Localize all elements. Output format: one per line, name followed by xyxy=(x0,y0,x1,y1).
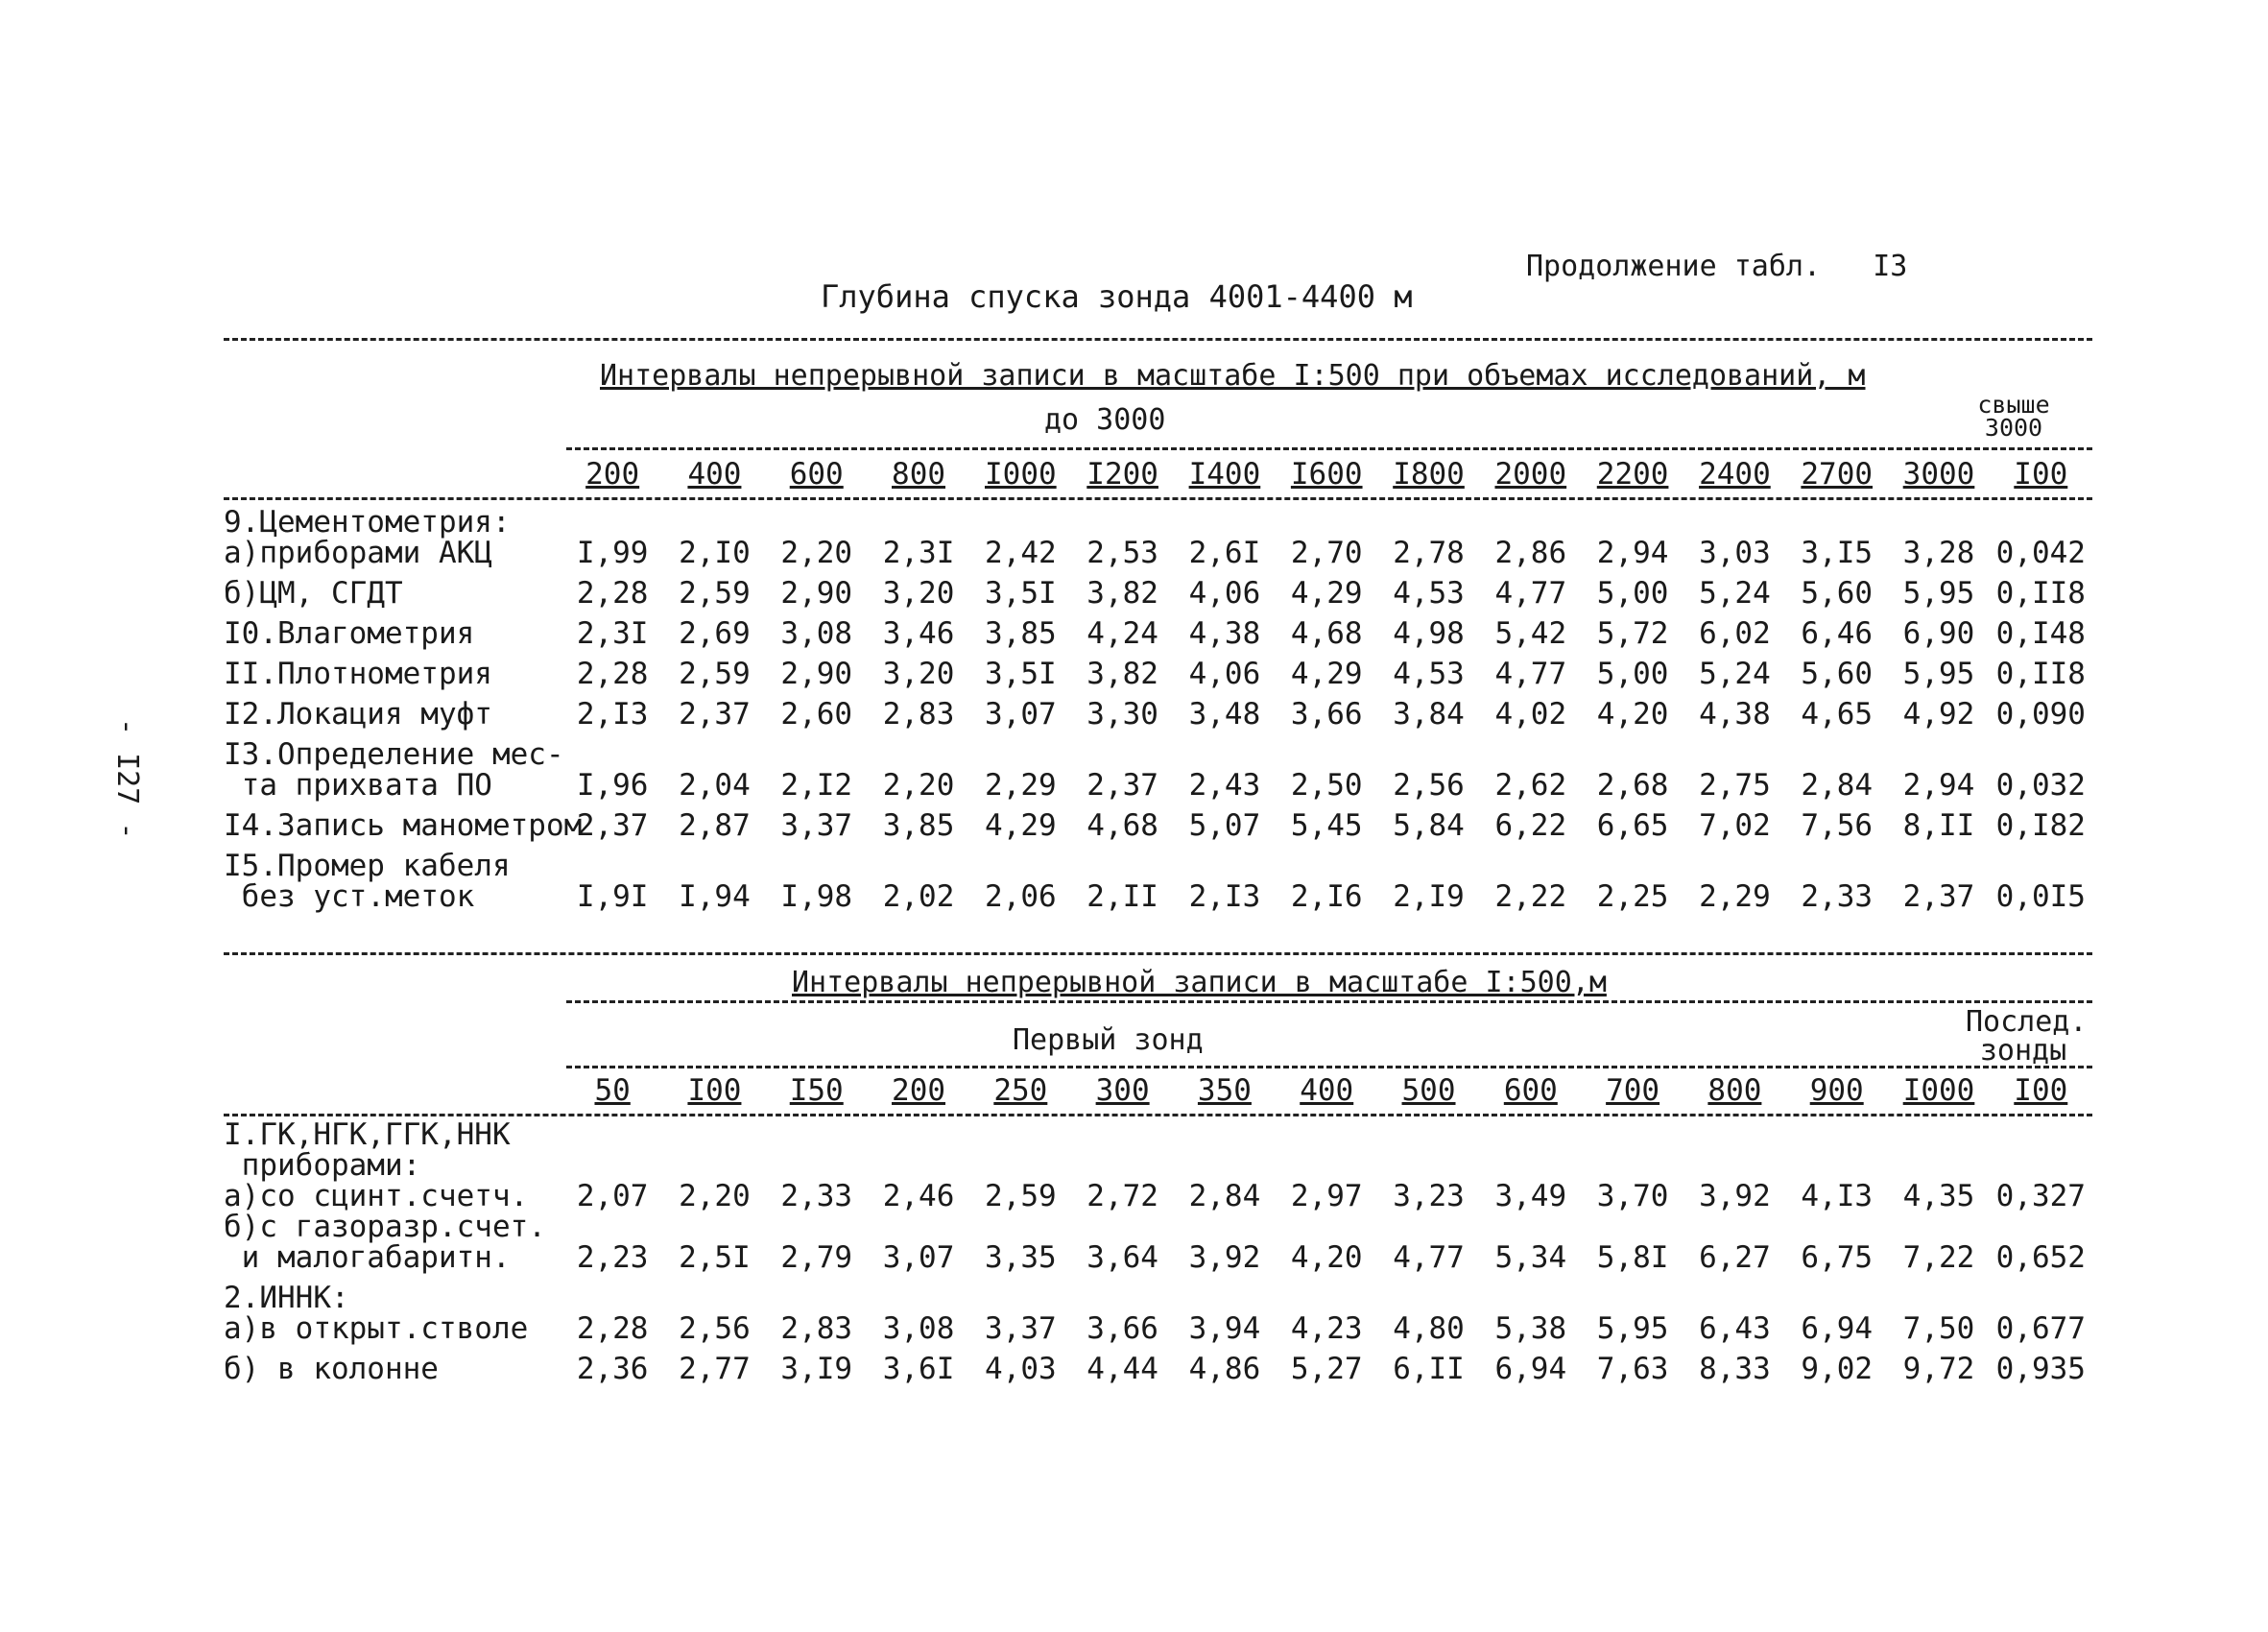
table-cell: 5,95 xyxy=(1596,1311,1669,1346)
table-cell: 3,70 xyxy=(1596,1179,1669,1213)
table-cell: 2,I3 xyxy=(1188,879,1261,914)
table-cell: 0,I48 xyxy=(1995,616,2086,651)
table-cell: 3,07 xyxy=(882,1240,955,1275)
table-cell: 4,06 xyxy=(1188,657,1261,691)
table-cell: 2,02 xyxy=(882,879,955,914)
table-cell: 3,82 xyxy=(1086,657,1158,691)
table-cell: I,99 xyxy=(576,536,649,570)
column-header: I600 xyxy=(1290,457,1363,492)
table-cell: 4,02 xyxy=(1494,697,1567,732)
column-header: 600 xyxy=(789,457,844,492)
row-label-line: а)приборами АКЦ xyxy=(224,536,492,570)
table-cell: 2,28 xyxy=(576,1311,649,1346)
column-header: I00 xyxy=(687,1073,742,1108)
row-label-line: I0.Влагометрия xyxy=(224,616,475,651)
table-cell: 8,33 xyxy=(1699,1352,1771,1386)
table-cell: 5,24 xyxy=(1699,576,1771,611)
table-cell: 5,8I xyxy=(1596,1240,1669,1275)
table-cell: 4,38 xyxy=(1699,697,1771,732)
column-header: 350 xyxy=(1197,1073,1252,1108)
column-header: 400 xyxy=(1300,1073,1354,1108)
table-cell: 2,28 xyxy=(576,576,649,611)
table-cell: 5,07 xyxy=(1188,808,1261,843)
table-cell: 2,87 xyxy=(679,808,751,843)
table-cell: 2,29 xyxy=(985,768,1057,803)
table-cell: 4,68 xyxy=(1290,616,1363,651)
column-header: 600 xyxy=(1503,1073,1558,1108)
table-cell: 2,94 xyxy=(1596,536,1669,570)
row-label xyxy=(224,609,561,649)
table-cell: 8,II xyxy=(1902,808,1975,843)
section2-column-headers xyxy=(561,1075,2092,1106)
row-label xyxy=(224,1119,561,1212)
table-cell: 6,65 xyxy=(1596,808,1669,843)
table-cell: 2,20 xyxy=(679,1179,751,1213)
table-cell: 6,43 xyxy=(1699,1311,1771,1346)
row-label-line: II.Плотнометрия xyxy=(224,657,492,691)
column-header: I800 xyxy=(1393,457,1465,492)
row-label xyxy=(224,1344,561,1384)
table-cell: 2,37 xyxy=(576,808,649,843)
table-cell: 2,I6 xyxy=(1290,879,1363,914)
table-cell: 2,56 xyxy=(679,1311,751,1346)
table-cell: 5,84 xyxy=(1393,808,1465,843)
table-cell: 2,94 xyxy=(1902,768,1975,803)
table-cell: 2,84 xyxy=(1801,768,1874,803)
table-cell: 2,59 xyxy=(679,657,751,691)
table-cell: 3,64 xyxy=(1086,1240,1158,1275)
table-cell: 5,95 xyxy=(1902,657,1975,691)
column-header: 2200 xyxy=(1596,457,1669,492)
row-label-line: I3.Определение мес- xyxy=(224,737,564,772)
row-label-line: без уст.меток xyxy=(224,879,475,914)
table-cell: 4,35 xyxy=(1902,1179,1975,1213)
row-label xyxy=(224,507,561,568)
table-cell: 2,62 xyxy=(1494,768,1567,803)
table-cell: 2,06 xyxy=(985,879,1057,914)
row-label xyxy=(224,730,564,803)
table-cell: 3,5I xyxy=(985,576,1057,611)
table-cell: 5,00 xyxy=(1596,576,1669,611)
table-cell: 2,60 xyxy=(780,697,853,732)
column-header: I00 xyxy=(2014,1073,2068,1108)
table-cell: 7,22 xyxy=(1902,1240,1975,1275)
table-cell: 3,08 xyxy=(882,1311,955,1346)
table-cell: 4,77 xyxy=(1494,657,1567,691)
table-cell: 5,60 xyxy=(1801,576,1874,611)
row-label-line: I4.Запись манометром xyxy=(224,808,583,843)
table-cell: 5,45 xyxy=(1290,808,1363,843)
table-cell: 3,08 xyxy=(780,616,853,651)
section1-heading: Интервалы непрерывной записи в масштабе I:500 при объемах исследований, м xyxy=(600,359,1866,393)
table-cell: 7,50 xyxy=(1902,1311,1975,1346)
table-cell: 2,20 xyxy=(882,768,955,803)
rule-mid xyxy=(224,952,2092,955)
table-cell: 6,46 xyxy=(1801,616,1874,651)
table-cell: I,94 xyxy=(679,879,751,914)
table-cell: 3,92 xyxy=(1188,1240,1261,1275)
table-cell: 3,5I xyxy=(985,657,1057,691)
table-cell: 3,48 xyxy=(1188,697,1261,732)
table-cell: 0,327 xyxy=(1995,1179,2086,1213)
table-cell: 2,I0 xyxy=(679,536,751,570)
table-cell: 3,28 xyxy=(1902,536,1975,570)
table-cell: 2,07 xyxy=(576,1179,649,1213)
table-cell: 5,00 xyxy=(1596,657,1669,691)
rule-head2 xyxy=(224,1114,2092,1116)
section1-sub-left: до 3000 xyxy=(1044,403,1166,437)
row-label-line: и малогабаритн. xyxy=(224,1240,511,1275)
table-cell: 2,3I xyxy=(882,536,955,570)
table-cell: 3,07 xyxy=(985,697,1057,732)
row-label-line: I.ГК,НГК,ГГК,ННК xyxy=(224,1117,511,1152)
table-cell: 3,84 xyxy=(1393,697,1465,732)
row-label-line: та прихвата ПО xyxy=(224,768,492,803)
section2-sub-left: Первый зонд xyxy=(1013,1023,1204,1057)
row-label-line: а)со сцинт.счетч. xyxy=(224,1179,529,1213)
table-cell: 2,37 xyxy=(1086,768,1158,803)
table-cell: 3,20 xyxy=(882,576,955,611)
table-cell: 5,38 xyxy=(1494,1311,1567,1346)
column-header: 2000 xyxy=(1494,457,1567,492)
table-cell: 4,20 xyxy=(1290,1240,1363,1275)
page-title: Глубина спуска зонда 4001-4400 м xyxy=(821,278,1413,315)
row-label xyxy=(224,568,561,609)
table-cell: 0,032 xyxy=(1995,768,2086,803)
row-label-line: б)ЦМ, СГДТ xyxy=(224,576,403,611)
table-cell: I,96 xyxy=(576,768,649,803)
table-cell: 4,86 xyxy=(1188,1352,1261,1386)
table-cell: 0,090 xyxy=(1995,697,2086,732)
page-number: - I27 - xyxy=(110,718,144,840)
table-cell: 0,935 xyxy=(1995,1352,2086,1386)
table-cell: 2,28 xyxy=(576,657,649,691)
column-header: 250 xyxy=(993,1073,1048,1108)
table-cell: 4,77 xyxy=(1393,1240,1465,1275)
table-cell: 4,29 xyxy=(1290,657,1363,691)
table-cell: 0,II8 xyxy=(1995,576,2086,611)
table-cell: 2,23 xyxy=(576,1240,649,1275)
table-cell: 3,6I xyxy=(882,1352,955,1386)
table-cell: 2,90 xyxy=(780,576,853,611)
column-header: 200 xyxy=(892,1073,946,1108)
row-label-line: I5.Промер кабеля xyxy=(224,849,511,883)
table-cell: 2,97 xyxy=(1290,1179,1363,1213)
table-cell: 4,06 xyxy=(1188,576,1261,611)
table-cell: 3,82 xyxy=(1086,576,1158,611)
table-cell: 2,83 xyxy=(780,1311,853,1346)
table-cell: 3,66 xyxy=(1290,697,1363,732)
continuation-label: Продолжение табл. I3 xyxy=(1526,250,1908,283)
rule-sub2a xyxy=(566,1000,2092,1003)
table-cell: 2,I3 xyxy=(576,697,649,732)
rule-sub1 xyxy=(566,447,2092,450)
table-cell: 4,77 xyxy=(1494,576,1567,611)
table-cell: 2,29 xyxy=(1699,879,1771,914)
table-cell: 6,75 xyxy=(1801,1240,1874,1275)
table-cell: 9,02 xyxy=(1801,1352,1874,1386)
table-cell: 2,77 xyxy=(679,1352,751,1386)
table-cell: 7,63 xyxy=(1596,1352,1669,1386)
table-cell: 2,83 xyxy=(882,697,955,732)
table-cell: 2,86 xyxy=(1494,536,1567,570)
table-cell: 4,53 xyxy=(1393,576,1465,611)
table-cell: 5,27 xyxy=(1290,1352,1363,1386)
table-cell: 0,652 xyxy=(1995,1240,2086,1275)
row-label xyxy=(224,689,561,730)
table-cell: 2,68 xyxy=(1596,768,1669,803)
section2-table xyxy=(224,1119,2092,1384)
table-cell: 3,30 xyxy=(1086,697,1158,732)
rule-top xyxy=(224,338,2092,341)
table-cell: 2,59 xyxy=(985,1179,1057,1213)
table-cell: 2,5I xyxy=(679,1240,751,1275)
table-cell: 2,46 xyxy=(882,1179,955,1213)
column-header: 400 xyxy=(687,457,742,492)
table-cell: 4,24 xyxy=(1086,616,1158,651)
table-cell: 3,85 xyxy=(985,616,1057,651)
column-header: 900 xyxy=(1809,1073,1864,1108)
column-header: I50 xyxy=(789,1073,844,1108)
table-cell: 2,90 xyxy=(780,657,853,691)
row-label-line: приборами: xyxy=(224,1148,421,1183)
table-cell: 3,49 xyxy=(1494,1179,1567,1213)
table-cell: 0,II8 xyxy=(1995,657,2086,691)
table-cell: 2,36 xyxy=(576,1352,649,1386)
table-cell: 5,60 xyxy=(1801,657,1874,691)
table-cell: 3,66 xyxy=(1086,1311,1158,1346)
column-header: 50 xyxy=(594,1073,631,1108)
row-label xyxy=(224,1273,561,1344)
column-header: I00 xyxy=(2014,457,2068,492)
table-cell: 2,33 xyxy=(780,1179,853,1213)
table-cell: 2,72 xyxy=(1086,1179,1158,1213)
table-cell: 2,I2 xyxy=(780,768,853,803)
row-label-line: 9.Цементометрия: xyxy=(224,505,511,540)
row-label xyxy=(224,649,561,689)
table-cell: 2,42 xyxy=(985,536,1057,570)
column-header: I400 xyxy=(1188,457,1261,492)
table-cell: 0,677 xyxy=(1995,1311,2086,1346)
row-label-line: 2.ИННК: xyxy=(224,1281,349,1315)
table-cell: 2,04 xyxy=(679,768,751,803)
table-cell: 4,98 xyxy=(1393,616,1465,651)
table-cell: 6,90 xyxy=(1902,616,1975,651)
row-label-line: а)в открыт.стволе xyxy=(224,1311,529,1346)
table-cell: 5,95 xyxy=(1902,576,1975,611)
table-cell: 4,29 xyxy=(985,808,1057,843)
column-header: 200 xyxy=(585,457,640,492)
table-cell: 2,56 xyxy=(1393,768,1465,803)
rule-head1 xyxy=(224,497,2092,500)
table-cell: 3,03 xyxy=(1699,536,1771,570)
table-cell: 3,94 xyxy=(1188,1311,1261,1346)
table-cell: 2,84 xyxy=(1188,1179,1261,1213)
table-cell: 2,3I xyxy=(576,616,649,651)
table-cell: 5,42 xyxy=(1494,616,1567,651)
section1-sub-right: свыше 3000 xyxy=(1977,391,2050,442)
table-cell: 6,27 xyxy=(1699,1240,1771,1275)
table-cell: 6,94 xyxy=(1801,1311,1874,1346)
column-header: 3000 xyxy=(1902,457,1975,492)
table-cell: 5,24 xyxy=(1699,657,1771,691)
row-label-line: I2.Локация муфт xyxy=(224,697,492,732)
table-cell: 4,23 xyxy=(1290,1311,1363,1346)
column-header: 700 xyxy=(1606,1073,1660,1108)
table-cell: 9,72 xyxy=(1902,1352,1975,1386)
column-header: I000 xyxy=(985,457,1057,492)
table-cell: 3,I5 xyxy=(1801,536,1874,570)
rule-sub2b xyxy=(566,1066,2092,1068)
column-header: I000 xyxy=(1902,1073,1975,1108)
row-label-line: б)с газоразр.счет. xyxy=(224,1210,546,1244)
table-cell: 7,56 xyxy=(1801,808,1874,843)
row-label-line: б) в колонне xyxy=(224,1352,439,1386)
table-cell: 4,03 xyxy=(985,1352,1057,1386)
table-cell: 3,20 xyxy=(882,657,955,691)
table-cell: 4,65 xyxy=(1801,697,1874,732)
column-header: 2400 xyxy=(1699,457,1771,492)
table-cell: 4,92 xyxy=(1902,697,1975,732)
section1-column-headers xyxy=(561,459,2092,490)
table-cell: 4,29 xyxy=(1290,576,1363,611)
row-label xyxy=(224,801,583,843)
table-cell: 4,80 xyxy=(1393,1311,1465,1346)
table-cell: 2,25 xyxy=(1596,879,1669,914)
table-cell: 2,20 xyxy=(780,536,853,570)
row-label xyxy=(224,841,561,912)
table-cell: 3,46 xyxy=(882,616,955,651)
table-cell: 2,50 xyxy=(1290,768,1363,803)
table-cell: 6,02 xyxy=(1699,616,1771,651)
table-cell: 3,35 xyxy=(985,1240,1057,1275)
table-cell: 4,68 xyxy=(1086,808,1158,843)
table-cell: 3,I9 xyxy=(780,1352,853,1386)
row-label xyxy=(224,1212,561,1273)
table-cell: 2,I9 xyxy=(1393,879,1465,914)
table-cell: I,9I xyxy=(576,879,649,914)
table-cell: 0,0I5 xyxy=(1995,879,2086,914)
column-header: 800 xyxy=(1707,1073,1762,1108)
table-cell: 4,20 xyxy=(1596,697,1669,732)
table-cell: 5,34 xyxy=(1494,1240,1567,1275)
table-cell: 2,75 xyxy=(1699,768,1771,803)
table-cell: 2,79 xyxy=(780,1240,853,1275)
table-cell: 6,94 xyxy=(1494,1352,1567,1386)
column-header: 2700 xyxy=(1801,457,1874,492)
table-cell: 3,37 xyxy=(780,808,853,843)
table-cell: 6,II xyxy=(1393,1352,1465,1386)
section2-heading: Интервалы непрерывной записи в масштабе I:500,м xyxy=(792,966,1607,999)
table-cell: 2,69 xyxy=(679,616,751,651)
table-cell: 3,92 xyxy=(1699,1179,1771,1213)
table-cell: 2,37 xyxy=(679,697,751,732)
table-cell: 4,38 xyxy=(1188,616,1261,651)
table-cell: 2,53 xyxy=(1086,536,1158,570)
table-cell: 3,37 xyxy=(985,1311,1057,1346)
table-cell: 4,44 xyxy=(1086,1352,1158,1386)
table-cell: 2,78 xyxy=(1393,536,1465,570)
column-header: 500 xyxy=(1401,1073,1456,1108)
table-cell: 2,37 xyxy=(1902,879,1975,914)
table-cell: 0,I82 xyxy=(1995,808,2086,843)
table-cell: 3,23 xyxy=(1393,1179,1465,1213)
table-cell: 4,53 xyxy=(1393,657,1465,691)
table-cell: 2,22 xyxy=(1494,879,1567,914)
table-cell: I,98 xyxy=(780,879,853,914)
table-cell: 6,22 xyxy=(1494,808,1567,843)
column-header: 800 xyxy=(892,457,946,492)
section2-sub-right: Послед. зонды xyxy=(1966,1005,2088,1068)
table-cell: 3,85 xyxy=(882,808,955,843)
column-header: I200 xyxy=(1086,457,1158,492)
column-header: 300 xyxy=(1095,1073,1150,1108)
table-cell: 2,59 xyxy=(679,576,751,611)
table-cell: 5,72 xyxy=(1596,616,1669,651)
table-cell: 2,43 xyxy=(1188,768,1261,803)
table-cell: 2,6I xyxy=(1188,536,1261,570)
table-cell: 2,33 xyxy=(1801,879,1874,914)
table-cell: 4,I3 xyxy=(1801,1179,1874,1213)
table-cell: 2,II xyxy=(1086,879,1158,914)
section1-table xyxy=(224,507,2092,912)
table-cell: 0,042 xyxy=(1995,536,2086,570)
table-cell: 2,70 xyxy=(1290,536,1363,570)
table-cell: 7,02 xyxy=(1699,808,1771,843)
